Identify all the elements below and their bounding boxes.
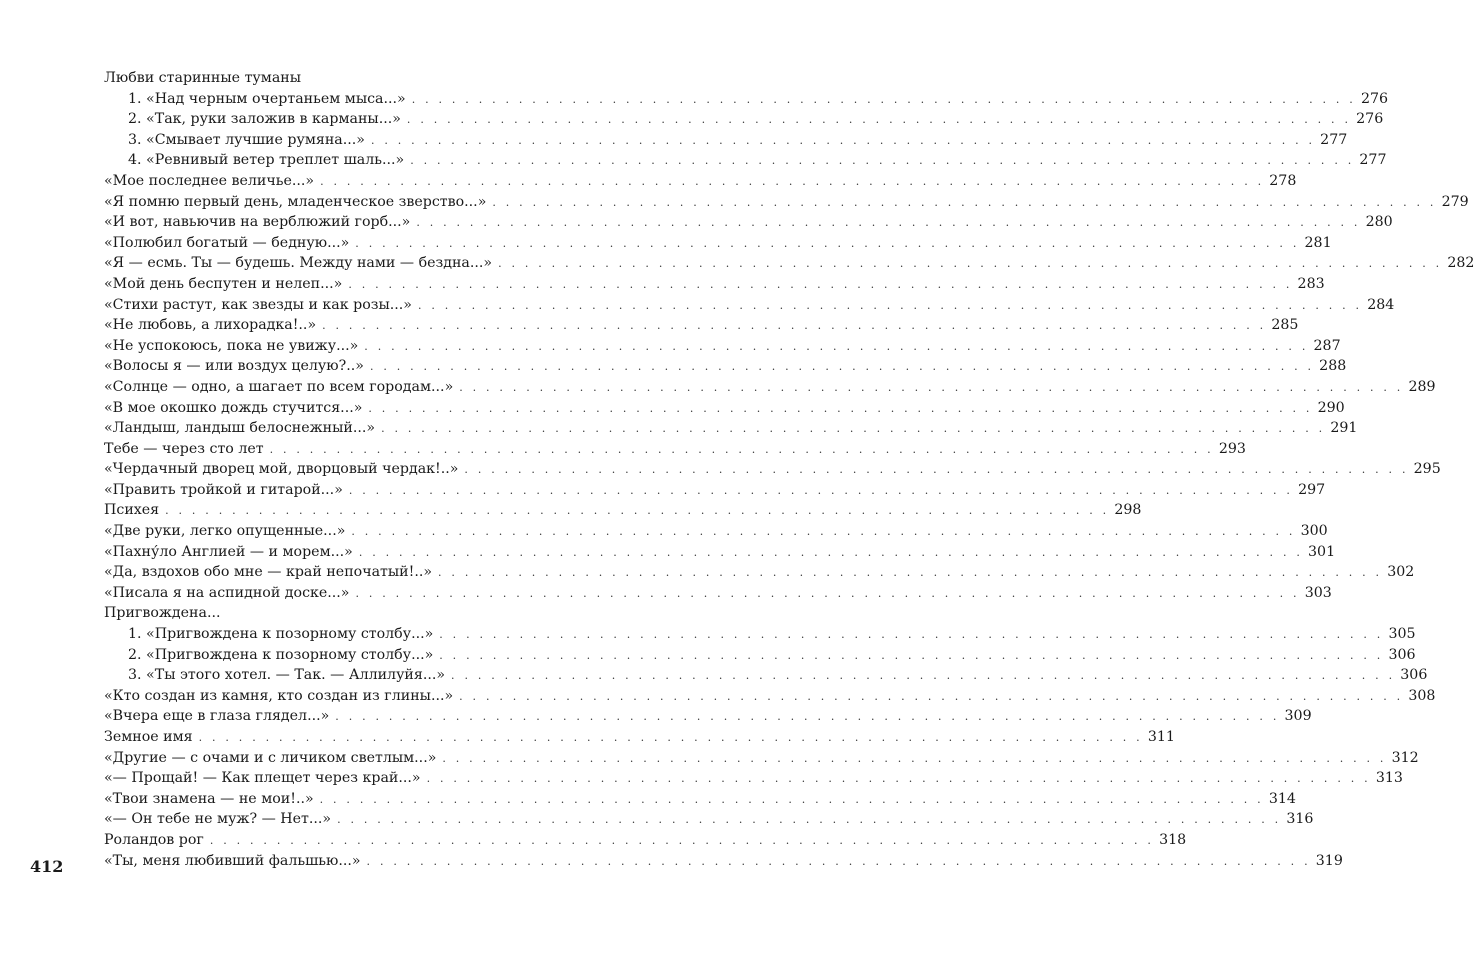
dot-leader: . . . . . . . . . . . . . . . . . . . . . . . . . . . . . . . . . . . . . . . . . . . . . . . . . . . . . . . . . . . . . . . . . . . . . . . bbox=[348, 483, 1294, 497]
toc-entry-page: 295 bbox=[1413, 461, 1441, 478]
toc-entry-title: 3. «Ты этого хотел. — Так. — Аллилуйя...» bbox=[128, 667, 446, 684]
toc-entry-page: 277 bbox=[1359, 152, 1387, 169]
toc-entry-page: 293 bbox=[1218, 440, 1246, 457]
toc-entry-title: Тебе — через сто лет bbox=[104, 440, 264, 457]
toc-entry-page: 308 bbox=[1408, 687, 1436, 704]
toc-entry-page: 278 bbox=[1269, 172, 1297, 189]
toc-entry-title: «Не успокоюсь, пока не увижу...» bbox=[104, 337, 359, 354]
toc-entry-page: 303 bbox=[1304, 584, 1332, 601]
dot-leader: . . . . . . . . . . . . . . . . . . . . . . . . . . . . . . . . . . . . . . . . . . . . . . . . . . . . . . . . . . . . . . . . . . . . . . . bbox=[492, 195, 1437, 209]
toc-entry-title: «Чердачный дворец мой, дворцовый чердак!..» bbox=[104, 461, 459, 478]
dot-leader: . . . . . . . . . . . . . . . . . . . . . . . . . . . . . . . . . . . . . . . . . . . . . . . . . . . . . . . . . . . . . . . . . . . . . . . bbox=[368, 401, 1313, 415]
toc-entry-title: 2. «Пригвождена к позорному столбу...» bbox=[128, 646, 434, 663]
toc-entry bbox=[104, 645, 1416, 666]
toc-entry bbox=[104, 398, 1345, 419]
dot-leader: . . . . . . . . . . . . . . . . . . . . . . . . . . . . . . . . . . . . . . . . . . . . . . . . . . . . . . . . . . . . . . . . . . . . . . . bbox=[351, 525, 1296, 539]
toc-entry-page: 314 bbox=[1268, 790, 1296, 807]
dot-leader: . . . . . . . . . . . . . . . . . . . . . . . . . . . . . . . . . . . . . . . . . . . . . . . . . . . . . . . . . . . . . . . . . . . . . . . bbox=[439, 628, 1384, 642]
toc-entry bbox=[104, 521, 1328, 542]
dot-leader: . . . . . . . . . . . . . . . . . . . . . . . . . . . . . . . . . . . . . . . . . . . . . . . . . . . . . . . . . . . . . . . . . . . . . . . bbox=[165, 504, 1110, 518]
dot-leader: . . . . . . . . . . . . . . . . . . . . . . . . . . . . . . . . . . . . . . . . . . . . . . . . . . . . . . . . . . . . . . . . . . . . . . . bbox=[335, 710, 1280, 724]
toc-entry bbox=[104, 480, 1326, 501]
toc-entry-page: 309 bbox=[1284, 708, 1312, 725]
toc-entry bbox=[104, 624, 1416, 645]
toc-entry-title: «Полюбил богатый — бедную...» bbox=[104, 234, 350, 251]
toc-entry-page: 306 bbox=[1400, 667, 1428, 684]
toc-entry-title: «— Он тебе не муж? — Нет...» bbox=[104, 811, 332, 828]
toc-entry-page: 284 bbox=[1367, 296, 1395, 313]
toc-entry bbox=[104, 500, 1142, 521]
dot-leader: . . . . . . . . . . . . . . . . . . . . . . . . . . . . . . . . . . . . . . . . . . . . . . . . . . . . . . . . . . . . . . . . . . . . . . . bbox=[364, 339, 1309, 353]
toc-entry-title: «Две руки, легко опущенные...» bbox=[104, 523, 346, 540]
toc-entry-page: 313 bbox=[1375, 770, 1403, 787]
toc-entry-title: 1. «Над черным очертаньем мыса...» bbox=[128, 90, 406, 107]
dot-leader: . . . . . . . . . . . . . . . . . . . . . . . . . . . . . . . . . . . . . . . . . . . . . . . . . . . . . . . . . . . . . . . . . . . . . . . bbox=[355, 236, 1300, 250]
toc-entry-title: «Твои знамена — не мои!..» bbox=[104, 790, 314, 807]
toc-entry bbox=[104, 150, 1387, 171]
toc-entry-title: «Стихи растут, как звезды и как розы...» bbox=[104, 296, 412, 313]
toc-entry-title: «В мое окошко дождь стучится...» bbox=[104, 399, 363, 416]
toc-entry bbox=[104, 130, 1348, 151]
toc-entry-page: 291 bbox=[1330, 420, 1358, 437]
toc-entry-title: Роландов рог bbox=[104, 831, 204, 848]
toc-entry bbox=[104, 542, 1336, 563]
toc-entry bbox=[104, 377, 1436, 398]
toc-entry-title: «Ты, меня любивший фальшью...» bbox=[104, 852, 361, 869]
dot-leader: . . . . . . . . . . . . . . . . . . . . . . . . . . . . . . . . . . . . . . . . . . . . . . . . . . . . . . . . . . . . . . . . . . . . . . . bbox=[370, 133, 1316, 147]
toc-entry bbox=[104, 789, 1296, 810]
dot-leader: . . . . . . . . . . . . . . . . . . . . . . . . . . . . . . . . . . . . . . . . . . . . . . . . . . . . . . . . . . . . . . . . . . . . . . . bbox=[355, 586, 1300, 600]
toc-entry bbox=[104, 809, 1314, 830]
toc-entry-page: 282 bbox=[1447, 255, 1474, 272]
dot-leader: . . . . . . . . . . . . . . . . . . . . . . . . . . . . . . . . . . . . . . . . . . . . . . . . . . . . . . . . . . . . . . . . . . . . . . . bbox=[464, 463, 1409, 477]
toc-entry-page: 279 bbox=[1441, 193, 1469, 210]
dot-leader: . . . . . . . . . . . . . . . . . . . . . . . . . . . . . . . . . . . . . . . . . . . . . . . . . . . . . . . . . . . . . . . . . . . . . . . bbox=[410, 154, 1355, 168]
dot-leader: . . . . . . . . . . . . . . . . . . . . . . . . . . . . . . . . . . . . . . . . . . . . . . . . . . . . . . . . . . . . . . . . . . . . . . . bbox=[322, 319, 1267, 333]
dot-leader: . . . . . . . . . . . . . . . . . . . . . . . . . . . . . . . . . . . . . . . . . . . . . . . . . . . . . . . . . . . . . . . . . . . . . . . bbox=[381, 422, 1326, 436]
toc-entry bbox=[104, 748, 1419, 769]
toc-entry bbox=[104, 706, 1312, 727]
toc-entry bbox=[104, 439, 1246, 460]
toc-entry-title: «Писала я на аспидной доске...» bbox=[104, 584, 350, 601]
toc-entry bbox=[104, 768, 1403, 789]
toc-entry-page: 302 bbox=[1387, 564, 1415, 581]
toc-entry bbox=[104, 603, 596, 624]
dot-leader: . . . . . . . . . . . . . . . . . . . . . . . . . . . . . . . . . . . . . . . . . . . . . . . . . . . . . . . . . . . . . . . . . . . . . . . bbox=[459, 689, 1404, 703]
toc-entry bbox=[104, 109, 1384, 130]
page-number: 412 bbox=[30, 857, 64, 876]
dot-leader: . . . . . . . . . . . . . . . . . . . . . . . . . . . . . . . . . . . . . . . . . . . . . . . . . . . . . . . . . . . . . . . . . . . . . . . bbox=[411, 92, 1356, 106]
toc-entry-title: Земное имя bbox=[104, 729, 193, 745]
toc-entry-title: 2. «Так, руки заложив в карманы...» bbox=[128, 111, 401, 128]
toc-entry bbox=[104, 89, 1389, 110]
toc-entry-title: «Править тройкой и гитарой...» bbox=[104, 481, 343, 498]
toc-entry-title: «Пахну́ло Англией — и морем...» bbox=[104, 543, 353, 560]
dot-leader: . . . . . . . . . . . . . . . . . . . . . . . . . . . . . . . . . . . . . . . . . . . . . . . . . . . . . . . . . . . . . . . . . . . . . . . bbox=[438, 566, 1383, 580]
toc-entry bbox=[104, 233, 1332, 254]
toc-entry-page: 276 bbox=[1360, 90, 1389, 107]
toc-entry-title: 3. «Смывает лучшие румяна...» bbox=[128, 131, 365, 148]
dot-leader: . . . . . . . . . . . . . . . . . . . . . . . . . . . . . . . . . . . . . . . . . . . . . . . . . . . . . . . . . . . . . . . . . . . . . . . bbox=[406, 113, 1352, 127]
toc-entry-page: 319 bbox=[1315, 852, 1343, 869]
toc-entry bbox=[104, 562, 1415, 583]
toc-entry-title: «— Прощай! — Как плещет через край...» bbox=[104, 770, 421, 787]
toc-entry-page: 298 bbox=[1114, 502, 1142, 519]
toc-entry-page: 289 bbox=[1408, 378, 1436, 395]
dot-leader: . . . . . . . . . . . . . . . . . . . . . . . . . . . . . . . . . . . . . . . . . . . . . . . . . . . . . . . . . . . . . . . . . . . . . . . bbox=[319, 792, 1264, 806]
toc-entry-title: 1. «Пригвождена к позорному столбу...» bbox=[128, 626, 434, 643]
toc-entry-page: 287 bbox=[1313, 337, 1341, 354]
toc-entry-page: 305 bbox=[1388, 626, 1416, 643]
toc-entry-title: Пригвождена... bbox=[104, 605, 221, 622]
toc-entry-title: «Вчера еще в глаза глядел...» bbox=[104, 708, 330, 725]
toc-entry bbox=[104, 583, 1332, 604]
toc-entry-page: 277 bbox=[1320, 131, 1348, 148]
toc-entry-title: «Солнце — одно, а шагает по всем городам...» bbox=[104, 378, 454, 395]
toc-entry-page: 306 bbox=[1388, 646, 1416, 663]
toc-entry-page: 280 bbox=[1365, 214, 1393, 231]
table-of-contents bbox=[104, 68, 1474, 871]
toc-entry-title: Любви старинные туманы bbox=[104, 70, 302, 86]
toc-entry-page: 281 bbox=[1304, 234, 1332, 251]
toc-entry bbox=[104, 68, 596, 89]
toc-entry-title: «Я — есмь. Ты — будешь. Между нами — бездна...» bbox=[104, 255, 493, 272]
toc-entry bbox=[104, 336, 1341, 357]
toc-entry bbox=[104, 727, 1175, 748]
toc-entry-page: 288 bbox=[1319, 358, 1347, 375]
dot-leader: . . . . . . . . . . . . . . . . . . . . . . . . . . . . . . . . . . . . . . . . . . . . . . . . . . . . . . . . . . . . . . . . . . . . . . . bbox=[416, 216, 1361, 230]
dot-leader: . . . . . . . . . . . . . . . . . . . . . . . . . . . . . . . . . . . . . . . . . . . . . . . . . . . . . . . . . . . . . . . . . . . . . . . bbox=[442, 751, 1387, 765]
toc-entry bbox=[104, 274, 1325, 295]
dot-leader: . . . . . . . . . . . . . . . . . . . . . . . . . . . . . . . . . . . . . . . . . . . . . . . . . . . . . . . . . . . . . . . . . . . . . . . bbox=[337, 813, 1282, 827]
toc-entry bbox=[104, 851, 1343, 872]
toc-entry bbox=[104, 192, 1469, 213]
toc-entry-title: «Ландыш, ландыш белоснежный...» bbox=[104, 420, 376, 437]
toc-entry bbox=[104, 686, 1436, 707]
toc-entry-page: 290 bbox=[1317, 399, 1345, 416]
toc-entry bbox=[104, 171, 1297, 192]
toc-entry-title: «Мой день беспутен и нелеп...» bbox=[104, 275, 343, 292]
toc-entry-page: 318 bbox=[1159, 831, 1187, 848]
toc-entry-title: «И вот, навьючив на верблюжий горб...» bbox=[104, 214, 411, 231]
dot-leader: . . . . . . . . . . . . . . . . . . . . . . . . . . . . . . . . . . . . . . . . . . . . . . . . . . . . . . . . . . . . . . . . . . . . . . . bbox=[426, 772, 1371, 786]
toc-entry-page: 312 bbox=[1391, 749, 1419, 766]
toc-entry-page: 301 bbox=[1308, 543, 1336, 560]
toc-entry bbox=[104, 315, 1299, 336]
dot-leader: . . . . . . . . . . . . . . . . . . . . . . . . . . . . . . . . . . . . . . . . . . . . . . . . . . . . . . . . . . . . . . . . . . . . . . . bbox=[439, 648, 1384, 662]
toc-entry-title: «Волосы я — или воздух целую?..» bbox=[104, 358, 364, 375]
toc-entry bbox=[104, 665, 1428, 686]
toc-entry-title: Психея bbox=[104, 502, 160, 519]
toc-entry-title: «Другие — с очами и с личиком светлым...» bbox=[104, 749, 437, 766]
toc-entry-title: «Я помню первый день, младенческое зверство...» bbox=[104, 193, 487, 210]
toc-entry bbox=[104, 212, 1393, 233]
toc-entry bbox=[104, 295, 1395, 316]
toc-entry bbox=[104, 356, 1347, 377]
dot-leader: . . . . . . . . . . . . . . . . . . . . . . . . . . . . . . . . . . . . . . . . . . . . . . . . . . . . . . . . . . . . . . . . . . . . . . . bbox=[198, 731, 1143, 744]
toc-entry bbox=[104, 830, 1187, 851]
dot-leader: . . . . . . . . . . . . . . . . . . . . . . . . . . . . . . . . . . . . . . . . . . . . . . . . . . . . . . . . . . . . . . . . . . . . . . . bbox=[498, 257, 1443, 271]
dot-leader: . . . . . . . . . . . . . . . . . . . . . . . . . . . . . . . . . . . . . . . . . . . . . . . . . . . . . . . . . . . . . . . . . . . . . . . bbox=[369, 360, 1315, 374]
dot-leader: . . . . . . . . . . . . . . . . . . . . . . . . . . . . . . . . . . . . . . . . . . . . . . . . . . . . . . . . . . . . . . . . . . . . . . . bbox=[348, 277, 1293, 291]
toc-entry bbox=[104, 418, 1358, 439]
dot-leader: . . . . . . . . . . . . . . . . . . . . . . . . . . . . . . . . . . . . . . . . . . . . . . . . . . . . . . . . . . . . . . . . . . . . . . . bbox=[366, 854, 1311, 868]
toc-entry bbox=[104, 253, 1474, 274]
toc-entry-title: «Да, вздохов обо мне — край непочатый!..» bbox=[104, 564, 433, 581]
toc-entry-page: 285 bbox=[1271, 317, 1299, 334]
dot-leader: . . . . . . . . . . . . . . . . . . . . . . . . . . . . . . . . . . . . . . . . . . . . . . . . . . . . . . . . . . . . . . . . . . . . . . . bbox=[418, 298, 1363, 312]
toc-entry bbox=[104, 459, 1441, 480]
dot-leader: . . . . . . . . . . . . . . . . . . . . . . . . . . . . . . . . . . . . . . . . . . . . . . . . . . . . . . . . . . . . . . . . . . . . . . . bbox=[209, 833, 1155, 847]
toc-entry-page: 316 bbox=[1286, 811, 1314, 828]
dot-leader: . . . . . . . . . . . . . . . . . . . . . . . . . . . . . . . . . . . . . . . . . . . . . . . . . . . . . . . . . . . . . . . . . . . . . . . bbox=[269, 442, 1214, 456]
toc-entry-title: «Не любовь, а лихорадка!..» bbox=[104, 317, 317, 334]
toc-entry-page: 276 bbox=[1356, 111, 1384, 128]
toc-entry-title: «Мое последнее величье...» bbox=[104, 172, 315, 189]
toc-entry-title: «Кто создан из камня, кто создан из глины...» bbox=[104, 687, 454, 704]
toc-entry-page: 297 bbox=[1298, 481, 1326, 498]
toc-entry-page: 300 bbox=[1300, 523, 1328, 540]
dot-leader: . . . . . . . . . . . . . . . . . . . . . . . . . . . . . . . . . . . . . . . . . . . . . . . . . . . . . . . . . . . . . . . . . . . . . . . bbox=[451, 669, 1396, 683]
toc-entry-page: 283 bbox=[1297, 275, 1325, 292]
dot-leader: . . . . . . . . . . . . . . . . . . . . . . . . . . . . . . . . . . . . . . . . . . . . . . . . . . . . . . . . . . . . . . . . . . . . . . . bbox=[459, 380, 1404, 394]
dot-leader: . . . . . . . . . . . . . . . . . . . . . . . . . . . . . . . . . . . . . . . . . . . . . . . . . . . . . . . . . . . . . . . . . . . . . . . bbox=[320, 174, 1265, 188]
toc-entry-title: 4. «Ревнивый ветер треплет шаль...» bbox=[128, 152, 405, 169]
toc-entry-page: 311 bbox=[1147, 729, 1175, 745]
dot-leader: . . . . . . . . . . . . . . . . . . . . . . . . . . . . . . . . . . . . . . . . . . . . . . . . . . . . . . . . . . . . . . . . . . . . . . . bbox=[358, 545, 1304, 559]
